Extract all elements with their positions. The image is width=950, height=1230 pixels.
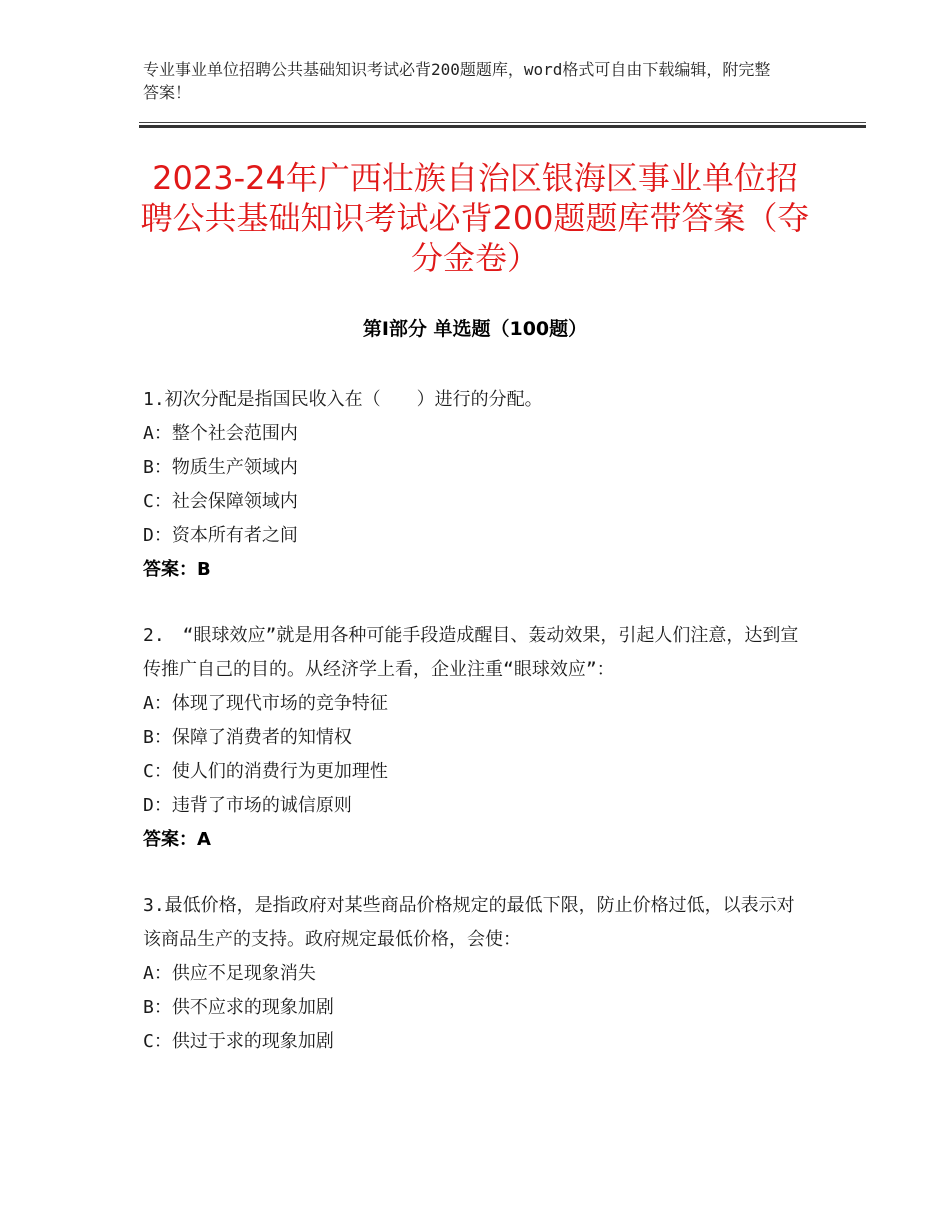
answer: 答案：A <box>143 829 211 850</box>
header-divider-thin <box>139 122 866 123</box>
option-b: B：供不应求的现象加剧 <box>143 997 334 1018</box>
question-text: 1.初次分配是指国民收入在（ ）进行的分配。 <box>143 389 543 410</box>
option-a: A：整个社会范围内 <box>143 423 298 444</box>
header-divider-thick <box>139 125 866 128</box>
question-2 <box>143 619 808 857</box>
option-d: D：资本所有者之间 <box>143 525 298 546</box>
option-c: C：供过于求的现象加剧 <box>143 1031 334 1052</box>
option-b: B：保障了消费者的知情权 <box>143 727 352 748</box>
header-note: 专业事业单位招聘公共基础知识考试必背200题题库，word格式可自由下载编辑，附完整答案！ <box>143 60 771 102</box>
question-text: 2. “眼球效应”就是用各种可能手段造成醒目、轰动效果，引起人们注意，达到宣传推广自己的目的。从经济学上看，企业注重“眼球效应”： <box>143 625 799 680</box>
question-text: 3.最低价格，是指政府对某些商品价格规定的最低下限，防止价格过低，以表示对该商品生产的支持。政府规定最低价格，会使： <box>143 895 795 950</box>
option-c: C：使人们的消费行为更加理性 <box>143 761 388 782</box>
option-a: A：体现了现代市场的竞争特征 <box>143 693 388 714</box>
option-c: C：社会保障领域内 <box>143 491 298 512</box>
section-title: 第Ⅰ部分 单选题（100题） <box>362 318 588 340</box>
option-b: B：物质生产领域内 <box>143 457 298 478</box>
option-a: A：供应不足现象消失 <box>143 963 316 984</box>
question-list <box>143 383 808 1091</box>
answer: 答案：B <box>143 559 211 580</box>
option-d: D：违背了市场的诚信原则 <box>143 795 352 816</box>
document-title: 2023-24年广西壮族自治区银海区事业单位招聘公共基础知识考试必背200题题库带答案（夺分金卷） <box>140 159 810 277</box>
question-3 <box>143 889 808 1059</box>
question-1 <box>143 383 808 587</box>
